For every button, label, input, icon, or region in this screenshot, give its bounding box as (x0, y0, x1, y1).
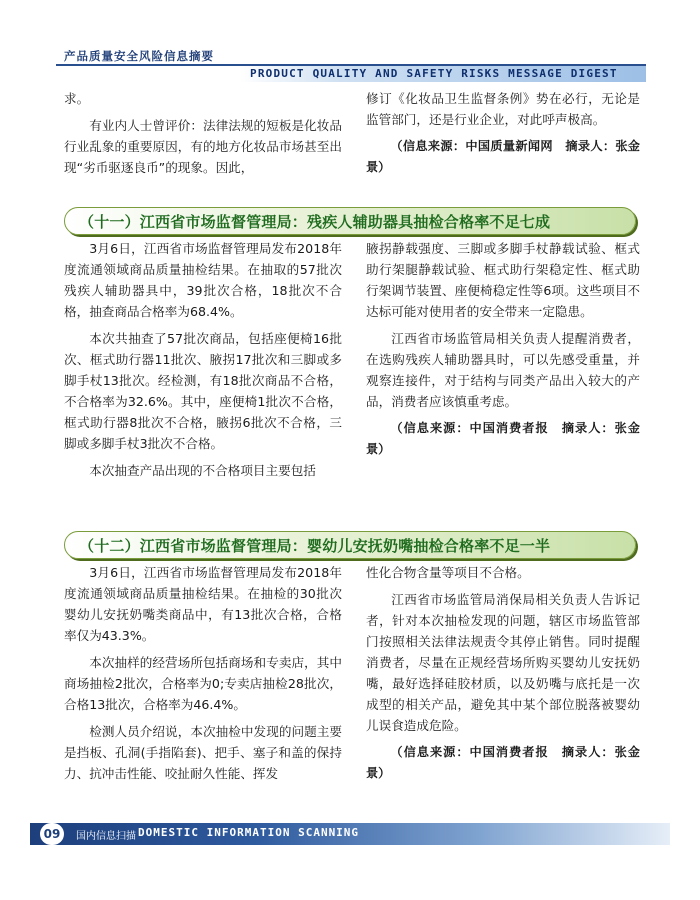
source-note: （信息来源：中国质量新闻网 摘录人：张金景） (366, 139, 640, 174)
prev-article-left-column (64, 88, 342, 184)
prev-article-right-column (366, 88, 640, 184)
footer-label-en: DOMESTIC INFORMATION SCANNING (138, 826, 360, 839)
paragraph: 本次共抽查了57批次商品，包括座便椅16批次、框式助行器11批次、腋拐17批次和三脚或多脚手杖13批次。经检测，有18批次商品不合格，不合格率为32.6%。其中，座便椅1批次不合格，框式助行器8批次不合格，腋拐6批次不合格，三脚或多脚手杖3批次不合格。 (64, 331, 342, 451)
section-11-banner (64, 207, 636, 235)
paragraph: 求。 (64, 91, 90, 106)
paragraph: 江西省市场监管局消保局相关负责人告诉记者，针对本次抽检发现的问题，辖区市场监管部门按照相关法律法规责令其停止销售。同时提醒消费者，尽量在正规经营场所购买婴幼儿安抚奶嘴，最好选择硅胶材质，以及奶嘴与底托是一次成型的相关产品，避免其中某个部位脱落被婴幼儿误食造成危险。 (366, 592, 640, 733)
source-note: （信息来源：中国消费者报 摘录人：张金景） (366, 745, 640, 780)
paragraph: 3月6日，江西省市场监督管理局发布2018年度流通领域商品质量抽检结果。在抽检的30批次婴幼儿安抚奶嘴类商品中，有13批次合格，合格率仅为43.3%。 (64, 565, 342, 643)
paragraph: 性化合物含量等项目不合格。 (366, 565, 530, 580)
section-11-right-column (366, 238, 640, 466)
paragraph: 修订《化妆品卫生监督条例》势在必行，无论是监管部门，还是行业企业，对此呼声极高。 (366, 91, 640, 127)
paragraph: 本次抽样的经营场所包括商场和专卖店，其中商场抽检2批次，合格率为0;专卖店抽检28批次，合格13批次，合格率为46.4%。 (64, 655, 342, 712)
page-number: 09 (40, 823, 64, 845)
paragraph: 腋拐静载强度、三脚或多脚手杖静载试验、框式助行架腿静载试验、框式助行架稳定性、框式助行架调节装置、座便椅稳定性等6项。这些项目不达标可能对使用者的安全带来一定隐患。 (366, 241, 640, 319)
section-11-title: （十一）江西省市场监督管理局：残疾人辅助器具抽检合格率不足七成 (79, 213, 551, 231)
paragraph: 3月6日，江西省市场监督管理局发布2018年度流通领域商品质量抽检结果。在抽取的57批次残疾人辅助器具中，39批次合格，18批次不合格，抽查商品合格率为68.4%。 (64, 241, 342, 319)
header-title-en: PRODUCT QUALITY AND SAFETY RISKS MESSAGE DIGEST (250, 67, 618, 80)
paragraph: 有业内人士曾评价：法律法规的短板是化妆品行业乱象的重要原因，有的地方化妆品市场甚至出现“劣币驱逐良币”的现象。因此， (64, 118, 342, 175)
paragraph: 检测人员介绍说，本次抽检中发现的问题主要是挡板、孔洞(手指陷套)、把手、塞子和盖的保持力、抗冲击性能、咬扯耐久性能、挥发 (64, 724, 342, 781)
section-12-left-column (64, 562, 342, 790)
section-11-left-column (64, 238, 342, 487)
section-12-right-column (366, 562, 640, 790)
section-12-banner (64, 531, 636, 559)
section-12-title: （十二）江西省市场监督管理局：婴幼儿安抚奶嘴抽检合格率不足一半 (79, 537, 551, 555)
paragraph: 本次抽查产品出现的不合格项目主要包括 (89, 463, 316, 478)
header-title-cn: 产品质量安全风险信息摘要 (64, 49, 214, 63)
source-note: （信息来源：中国消费者报 摘录人：张金景） (366, 421, 640, 456)
footer-label-cn: 国内信息扫描 (76, 831, 136, 842)
paragraph: 江西省市场监管局相关负责人提醒消费者，在选购残疾人辅助器具时，可以先感受重量，并观察连接件，对于结构与同类产品出入较大的产品，消费者应该慎重考虑。 (366, 331, 640, 409)
